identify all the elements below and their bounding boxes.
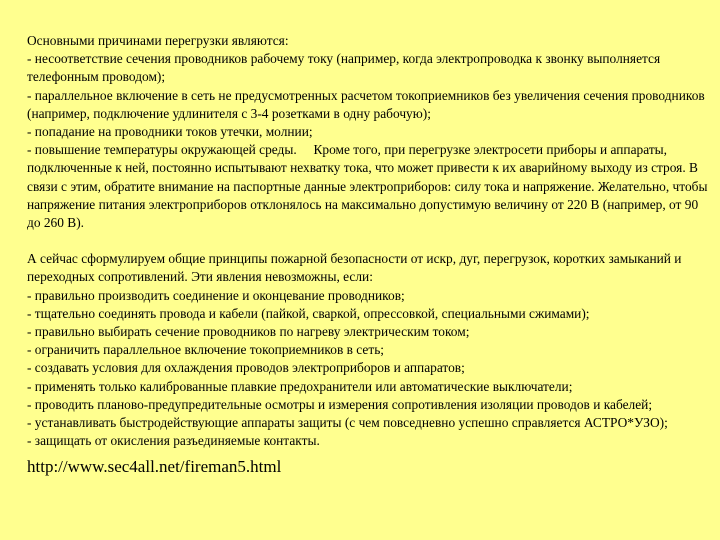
- source-link[interactable]: http://www.sec4all.net/fireman5.html: [27, 457, 282, 477]
- list-item: - повышение температуры окружающей среды. Кроме того, при перегрузке электросети приборы и аппараты, подключенные к ней, постоянно испытывают нехватку тока, что может привести к их аварийному выходу из строя. В связи с этим, обратите внимание на паспортные данные электроприборов: силу тока и напряжение. Желательно, чтобы напряжение питания электроприборов отклонялось на максимально допустимую величину от 220 В (например, от 90 до 260 В).: [27, 142, 711, 231]
- list-item: - тщательно соединять провода и кабели (пайкой, сваркой, опрессовкой, специальными сжимами);: [27, 305, 590, 321]
- list-item: - создавать условия для охлаждения проводов электроприборов и аппаратов;: [27, 360, 465, 376]
- list-item: - устанавливать быстродействующие аппараты защиты (с чем повседневно успешно справляется АСТРО*УЗО);: [27, 415, 668, 431]
- list-item: - ограничить параллельное включение токоприемников в сеть;: [27, 342, 385, 358]
- paragraph-spacer: [27, 232, 709, 250]
- list-item: - правильно выбирать сечение проводников по нагреву электрическим током;: [27, 324, 470, 340]
- list-item: - применять только калиброванные плавкие предохранители или автоматические выключатели;: [27, 378, 573, 394]
- list-item: - параллельное включение в сеть не предусмотренных расчетом токоприемников без увеличения сечения проводников (например, подключение удлинителя с 3-4 розетками в одну рабочую);: [27, 87, 709, 121]
- list-item: - несоответствие сечения проводников рабочему току (например, когда электропроводка к звонку выполняется телефонным проводом);: [27, 51, 664, 85]
- slide-content: [27, 32, 709, 478]
- list-item: - попадание на проводники токов утечки, молнии;: [27, 124, 313, 140]
- list-item: - защищать от окисления разъединяемые контакты.: [27, 433, 320, 449]
- paragraph-fire-safety-principles: [27, 250, 709, 450]
- paragraph-overload-causes: [27, 32, 709, 232]
- list-item: - проводить планово-предупредительные осмотры и измерения сопротивления изоляции проводов и кабелей;: [27, 396, 653, 412]
- paragraph-heading: А сейчас сформулируем общие принципы пожарной безопасности от искр, дуг, перегрузок, коротких замыканий и переходных сопротивлений. Эти явления невозможны, если:: [27, 251, 685, 285]
- list-item: - правильно производить соединение и оконцевание проводников;: [27, 287, 405, 303]
- paragraph-heading: Основными причинами перегрузки являются:: [27, 33, 289, 48]
